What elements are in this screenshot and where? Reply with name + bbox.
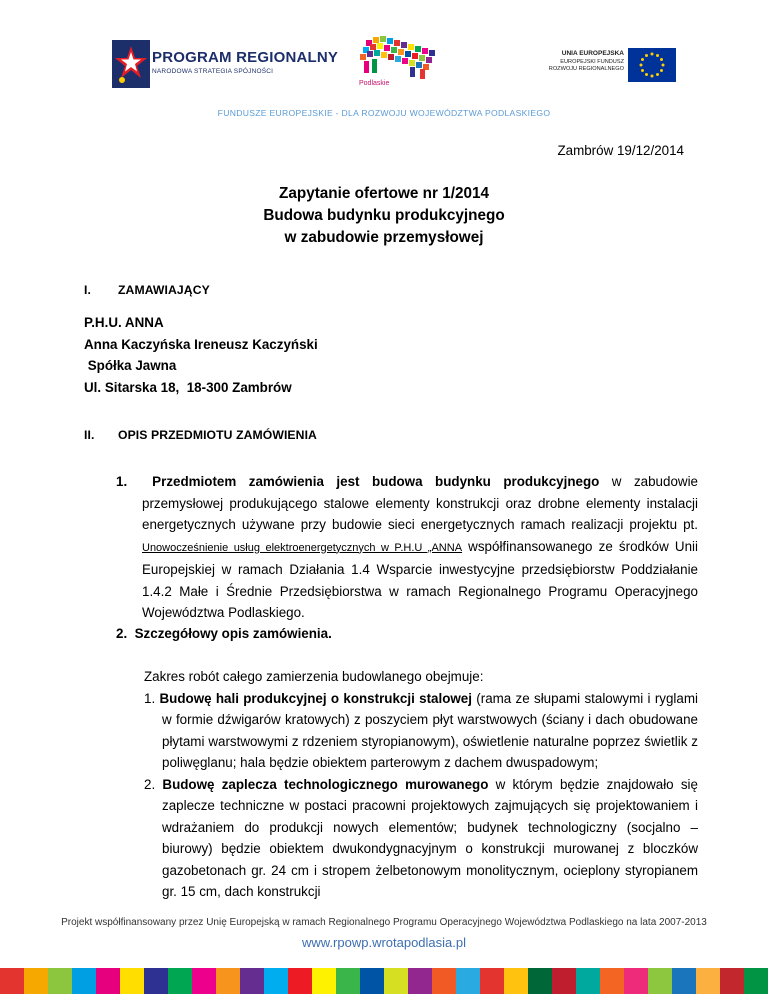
program-regionalny-logo — [112, 40, 339, 88]
program-subtitle: NARODOWA STRATEGIA SPÓJNOŚCI — [152, 68, 274, 75]
document-title — [0, 183, 768, 249]
stripe-segment — [336, 968, 360, 994]
region-label: Podlaskie — [359, 80, 390, 87]
regional-program-star-icon — [112, 40, 150, 88]
scope-item: 2. Budowę zaplecza technologicznego murowanego w którym będzie znajdowało się zaplecze techniczne w postaci pracowni projektowych zajmujących się projektowaniem i wdrażaniem do produkcji nowych elementów; budynek technologiczny (socjalno – biurowy) będzie obiektem dwukondygnacyjnym o konstrukcji murowanej z bloczków gazobetonach gr. 24 cm i stropem żelbetonowym monolitycznym, ocieplony styropianem gr. 15 cm, dach konstrukcji — [144, 776, 698, 899]
stripe-segment — [744, 968, 768, 994]
item-number: 2. — [116, 626, 128, 641]
stripe-segment — [168, 968, 192, 994]
stripe-segment — [528, 968, 552, 994]
project-name: Unowocześnienie usług elektroenergetycznych w P.H.U „ANNA — [142, 541, 463, 554]
stripe-segment — [192, 968, 216, 994]
stripe-segment — [48, 968, 72, 994]
stripe-segment — [552, 968, 576, 994]
bison-icon — [358, 34, 440, 80]
item-text-a: w zabudowie przemysłowej produkującego stalowe elementy konstrukcji oraz drobne elementy instalacji energetycznych używane przy budowie sieci energetycznych ramach realizacji projektu pt. — [142, 474, 698, 532]
numbered-item-1 — [116, 471, 698, 624]
eu-title: UNIA EUROPEJSKA — [561, 50, 624, 57]
item-heading: Szczegółowy opis zamówienia. — [134, 626, 332, 641]
funds-tagline: FUNDUSZE EUROPEJSKIE - DLA ROZWOJU WOJEWÓDZTWA PODLASKIEGO — [217, 108, 551, 118]
stripe-segment — [456, 968, 480, 994]
footer-cofinancing-note: Projekt współfinansowany przez Unię Europejską w ramach Regionalnego Programu Operacyjnego Województwa Podlaskiego na lata 2007-2013 — [61, 917, 707, 928]
stripe-segment — [240, 968, 264, 994]
stripe-segment — [672, 968, 696, 994]
section-title: OPIS PRZEDMIOTU ZAMÓWIENIA — [118, 428, 317, 442]
orderer-street: Ul. Sitarska 18, 18-300 Zambrów — [84, 379, 292, 395]
stripe-segment — [504, 968, 528, 994]
title-line-1: Zapytanie ofertowe nr 1/2014 — [279, 185, 489, 202]
podlaskie-logo — [358, 34, 440, 90]
color-stripe — [0, 968, 768, 994]
scope-item: 1. Budowę hali produkcyjnej o konstrukcji stalowej (rama ze słupami stalowymi i ryglami w formie dźwigarów kratowych) z poszyciem płyt warstwowych (ściany i dach obudowane płytami warstwowymi z rdzeniem styropianowym), oświetlenie naturalne poprzez świetlik z poliwęglanu; hala będzie obiektem parterowym z dachem dwuspadowym; — [144, 690, 698, 770]
stripe-segment — [264, 968, 288, 994]
title-line-3: w zabudowie przemysłowej — [284, 229, 484, 246]
numbered-item-2 — [116, 623, 698, 645]
section-heading-orderer — [84, 283, 210, 297]
item-text-b: współfinansowanego ze środków Unii Europejskiej w ramach Działania 1.4 Wsparcie inwestycyjne przedsiębiorstw Poddziałanie 1.4.2 Małe i Średnie Przedsiębiorstwa w ramach Regionalnego Programu Operacyjnego Województwa Podlaskiego. — [142, 538, 698, 620]
footer-url-link[interactable]: www.rpowp.wrotapodlasia.pl — [301, 935, 467, 950]
section-heading-description — [84, 428, 317, 442]
stripe-segment — [432, 968, 456, 994]
stripe-segment — [408, 968, 432, 994]
item-paragraph — [116, 471, 698, 624]
orderer-address — [84, 312, 318, 398]
section-number: II. — [84, 428, 95, 442]
scope-intro: Zakres robót całego zamierzenia budowlanego obejmuje: — [144, 669, 484, 684]
section-number: I. — [84, 283, 91, 297]
stripe-segment — [96, 968, 120, 994]
orderer-owners: Anna Kaczyńska Ireneusz Kaczyński — [84, 336, 318, 352]
item-number: 1. — [116, 474, 128, 489]
stripe-segment — [24, 968, 48, 994]
stripe-segment — [720, 968, 744, 994]
stripe-segment — [216, 968, 240, 994]
eu-flag-icon — [628, 48, 676, 82]
stripe-segment — [144, 968, 168, 994]
document-date: Zambrów 19/12/2014 — [557, 143, 684, 158]
section-title: ZAMAWIAJĄCY — [118, 283, 210, 297]
title-line-2: Budowa budynku produkcyjnego — [263, 207, 505, 224]
stripe-segment — [624, 968, 648, 994]
stripe-segment — [120, 968, 144, 994]
eu-fund-line1: EUROPEJSKI FUNDUSZ — [560, 59, 624, 65]
stripe-segment — [576, 968, 600, 994]
stripe-segment — [288, 968, 312, 994]
item-lead: Przedmiotem zamówienia jest budowa budynku produkcyjnego — [152, 474, 600, 489]
eu-fund-line2: ROZWOJU REGIONALNEGO — [548, 66, 624, 72]
stripe-segment — [648, 968, 672, 994]
orderer-company-type: Spółka Jawna — [84, 358, 177, 373]
stripe-segment — [312, 968, 336, 994]
stripe-segment — [384, 968, 408, 994]
orderer-name: P.H.U. ANNA — [84, 315, 164, 330]
eu-logo — [536, 48, 676, 84]
stripe-segment — [600, 968, 624, 994]
stripe-segment — [480, 968, 504, 994]
stripe-segment — [0, 968, 24, 994]
stripe-segment — [360, 968, 384, 994]
program-title: PROGRAM REGIONALNY — [152, 49, 339, 66]
stripe-segment — [696, 968, 720, 994]
stripe-segment — [72, 968, 96, 994]
scope-of-work — [144, 666, 698, 903]
